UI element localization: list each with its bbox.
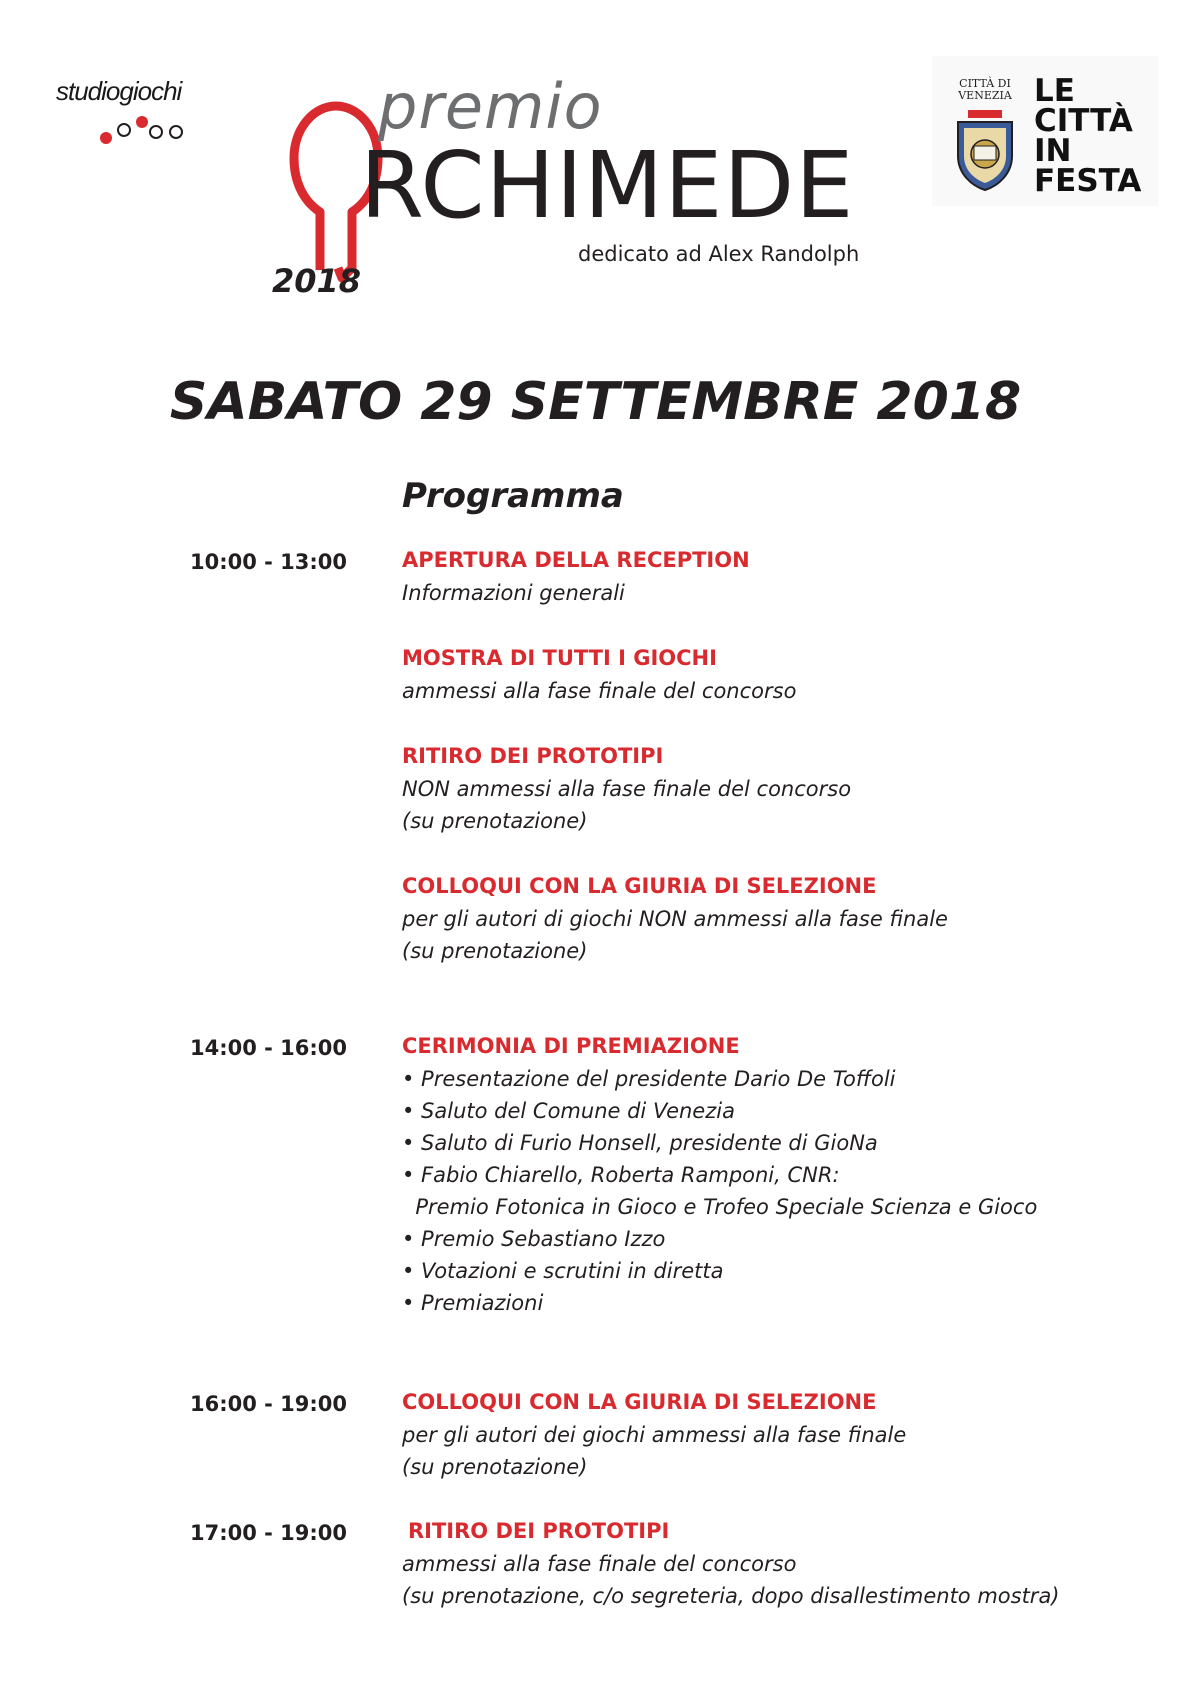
event-date-title: SABATO 29 SETTEMBRE 2018 (169, 372, 1022, 432)
festa-line-2: CITTÀ (1034, 103, 1133, 139)
time-slot-4: 17:00 - 19:00 (190, 1521, 348, 1545)
ceremony-line: • Presentazione del presidente Dario De Toffoli (402, 1067, 896, 1091)
ceremony-line: • Saluto di Furio Honsell, presidente di GioNa (402, 1131, 878, 1155)
item-title: CERIMONIA DI PREMIAZIONE (402, 1034, 740, 1058)
ceremony-line: • Votazioni e scrutini in diretta (402, 1259, 724, 1283)
item-description: ammessi alla fase finale del concorso (402, 679, 797, 703)
item-description: (su prenotazione) (402, 809, 588, 833)
le-citta-in-festa-logo (932, 56, 1158, 206)
studiogiochi-logo (56, 76, 226, 146)
time-slot-2: 14:00 - 16:00 (190, 1036, 348, 1060)
festa-line-1: LE (1034, 73, 1075, 109)
item-title: COLLOQUI CON LA GIURIA DI SELEZIONE (402, 874, 877, 898)
festa-line-4: FESTA (1034, 163, 1142, 199)
schedule-item (402, 740, 851, 837)
schedule-item-details (402, 1548, 1060, 1612)
premio-text: premio (378, 70, 603, 143)
venezia-line-2: VENEZIA (958, 89, 1012, 102)
ceremony-line: • Fabio Chiarello, Roberta Ramponi, CNR: (402, 1163, 840, 1187)
item-title: RITIRO DEI PROTOTIPI (408, 1519, 670, 1543)
schedule-item (408, 1515, 669, 1548)
item-description: Informazioni generali (402, 581, 625, 605)
venezia-line-1: CITTÀ DI (959, 77, 1011, 90)
item-title: COLLOQUI CON LA GIURIA DI SELEZIONE (402, 1390, 877, 1414)
item-description: per gli autori dei giochi ammessi alla fase finale (402, 1423, 907, 1447)
item-description: NON ammessi alla fase finale del concorso (402, 777, 852, 801)
ceremony-line: • Saluto del Comune di Venezia (402, 1099, 735, 1123)
item-description: per gli autori di giochi NON ammessi alla fase finale (402, 907, 948, 931)
program-heading: Programma (402, 476, 624, 516)
item-description: ammessi alla fase finale del concorso (402, 1552, 797, 1576)
premio-archimede-logo (270, 70, 870, 310)
item-title: APERTURA DELLA RECEPTION (402, 548, 750, 572)
ceremony-line: Premio Fotonica in Gioco e Trofeo Speciale Scienza e Gioco (402, 1195, 1038, 1219)
festa-line-3: IN (1034, 133, 1072, 169)
item-description: (su prenotazione) (402, 939, 588, 963)
citta-di-venezia-label (950, 78, 1020, 102)
time-slot-1: 10:00 - 13:00 (190, 550, 348, 574)
ceremony-line: • Premiazioni (402, 1291, 544, 1315)
time-slot-3: 16:00 - 19:00 (190, 1392, 348, 1416)
item-title: RITIRO DEI PROTOTIPI (402, 744, 664, 768)
schedule-item (402, 544, 750, 609)
item-description: (su prenotazione, c/o segreteria, dopo disallestimento mostra) (402, 1584, 1060, 1608)
item-description: (su prenotazione) (402, 1455, 588, 1479)
studiogiochi-logo-text: studiogiochi (56, 76, 182, 106)
schedule-item (402, 642, 796, 707)
le-citta-in-festa-text (1034, 73, 1142, 199)
ceremony-line: • Premio Sebastiano Izzo (402, 1227, 666, 1251)
schedule-item (402, 1386, 906, 1483)
schedule-item (402, 1030, 1037, 1319)
dedication-text: dedicato ad Alex Randolph (578, 242, 860, 266)
item-title: MOSTRA DI TUTTI I GIOCHI (402, 646, 717, 670)
venezia-crest-icon (950, 106, 1020, 192)
logo-year: 2018 (272, 262, 362, 300)
schedule-item (402, 870, 948, 967)
archimede-text: RCHIMEDE (360, 132, 855, 239)
